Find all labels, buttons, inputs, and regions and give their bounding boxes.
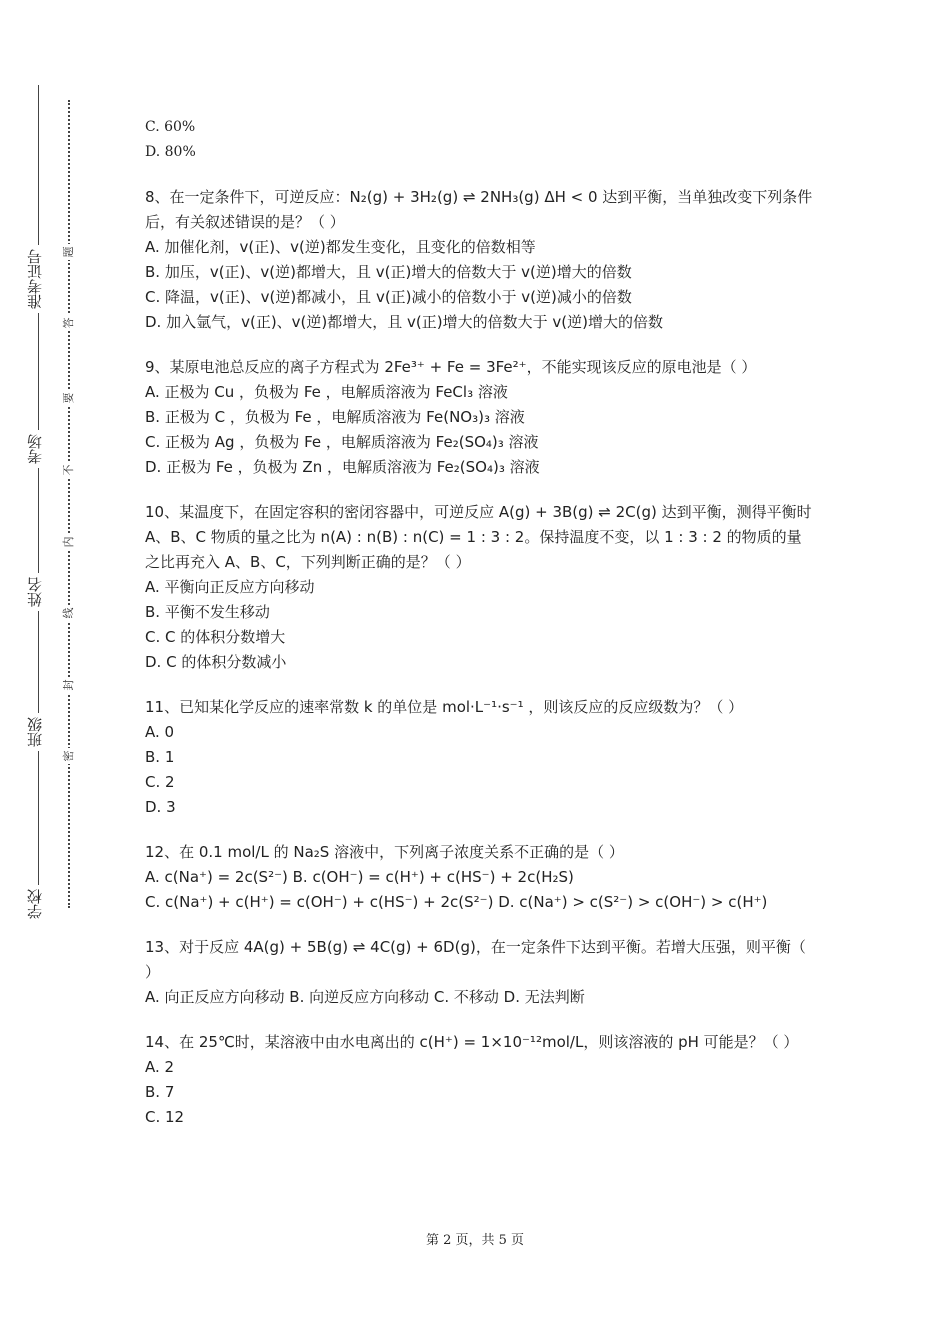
- question-stem: 14、在 25℃时，某溶液中由水电离出的 c(H⁺) = 1×10⁻¹²mol/L，则该溶液的 pH 可能是？（ ）: [145, 1033, 799, 1051]
- page-number: 第 2 页，共 5 页: [425, 1233, 525, 1248]
- option-b: B. 1: [145, 748, 175, 766]
- option-c: C. C 的体积分数增大: [145, 628, 286, 646]
- exam-room-label: 考场: [24, 430, 52, 468]
- option-d: D. 3: [145, 798, 176, 816]
- option-b: B. 正极为 C ，负极为 Fe ，电解质溶液为 Fe(NO₃)₃ 溶液: [145, 408, 525, 426]
- option-c: C. 12: [145, 1108, 185, 1126]
- exam-number-label: 准考证号: [24, 245, 52, 313]
- question-9: [145, 355, 815, 480]
- option-b: B. 平衡不发生移动: [145, 603, 270, 621]
- seal-char: 封: [61, 677, 77, 693]
- question-13: [145, 935, 815, 1010]
- question-stem: 12、在 0.1 mol/L 的 Na₂S 溶液中，下列离子浓度关系不正确的是（ ）: [145, 843, 624, 861]
- seal-char: 密: [61, 748, 77, 764]
- question-stem: 11、已知某化学反应的速率常数 k 的单位是 mol·L⁻¹·s⁻¹ ，则该反应的反应级数为？（ ）: [145, 698, 744, 716]
- question-7-tail: [145, 115, 815, 165]
- binding-margin: [0, 0, 90, 1344]
- class-label: 班级: [24, 713, 52, 751]
- option-a: A. 2: [145, 1058, 175, 1076]
- seal-char: 不: [61, 462, 77, 478]
- binding-solid-line: [38, 85, 39, 920]
- question-8: [145, 185, 815, 335]
- seal-char: 要: [61, 390, 77, 406]
- seal-char: 内: [61, 534, 77, 550]
- options-line: A. 向正反应方向移动 B. 向逆反应方向移动 C. 不移动 D. 无法判断: [145, 988, 585, 1006]
- option-c: C. 2: [145, 773, 175, 791]
- option-d: D. C 的体积分数减小: [145, 653, 287, 671]
- options-line-ab: A. c(Na⁺) = 2c(S²⁻) B. c(OH⁻) = c(H⁺) + c(HS⁻) + 2c(H₂S): [145, 868, 574, 886]
- question-14: [145, 1030, 815, 1130]
- option-a: A. 正极为 Cu ，负极为 Fe ，电解质溶液为 FeCl₃ 溶液: [145, 383, 508, 401]
- option-c: C. 正极为 Ag ，负极为 Fe ，电解质溶液为 Fe₂(SO₄)₃ 溶液: [145, 433, 539, 451]
- question-stem: 13、对于反应 4A(g) + 5B(g) ⇌ 4C(g) + 6D(g)，在一定条件下达到平衡。若增大压强，则平衡（ ）: [145, 938, 806, 981]
- seal-char: 题: [61, 244, 77, 260]
- option-a: A. 0: [145, 723, 175, 741]
- seal-char: 答: [61, 315, 77, 331]
- question-12: [145, 840, 815, 915]
- question-stem: 8、在一定条件下，可逆反应：N₂(g) + 3H₂(g) ⇌ 2NH₃(g) ΔH < 0 达到平衡，当单独改变下列条件后，有关叙述错误的是？（ ）: [145, 188, 813, 231]
- option-d: D. 加入氩气，v(正)、v(逆)都增大，且 v(正)增大的倍数大于 v(逆)增大的倍数: [145, 313, 663, 331]
- seal-dotted-line: [68, 100, 70, 908]
- seal-char: 线: [61, 605, 77, 621]
- question-stem: 9、某原电池总反应的离子方程式为 2Fe³⁺ + Fe = 3Fe²⁺，不能实现该反应的原电池是（ ）: [145, 358, 757, 376]
- question-11: [145, 695, 815, 820]
- option-a: A. 加催化剂，v(正)、v(逆)都发生变化，且变化的倍数相等: [145, 238, 536, 256]
- school-label: 学校: [24, 885, 52, 923]
- option-c: C. 降温，v(正)、v(逆)都减小，且 v(正)减小的倍数小于 v(逆)减小的倍数: [145, 288, 632, 306]
- question-10: [145, 500, 815, 675]
- option-d: D. 正极为 Fe ，负极为 Zn ，电解质溶液为 Fe₂(SO₄)₃ 溶液: [145, 458, 540, 476]
- option-b: B. 7: [145, 1083, 175, 1101]
- option-a: A. 平衡向正反应方向移动: [145, 578, 315, 596]
- exam-content: [145, 115, 815, 1150]
- question-stem: 10、某温度下，在固定容积的密闭容器中，可逆反应 A(g) + 3B(g) ⇌ 2C(g) 达到平衡，测得平衡时 A、B、C 物质的量之比为 n(A) : n(B) : n(C) = 1 : 3 : 2。保持温度不变，以 1 : 3 : 2 的物质的量之比再充入 A、B、C，下列判断正确的是？（ ）: [145, 503, 812, 571]
- options-line-cd: C. c(Na⁺) + c(H⁺) = c(OH⁻) + c(HS⁻) + 2c(S²⁻) D. c(Na⁺) > c(S²⁻) > c(OH⁻) > c(H⁺): [145, 893, 768, 911]
- option-d: D. 80%: [145, 144, 196, 160]
- option-c: C. 60%: [145, 119, 196, 135]
- name-label: 姓名: [24, 573, 52, 611]
- option-b: B. 加压，v(正)、v(逆)都增大，且 v(正)增大的倍数大于 v(逆)增大的倍数: [145, 263, 632, 281]
